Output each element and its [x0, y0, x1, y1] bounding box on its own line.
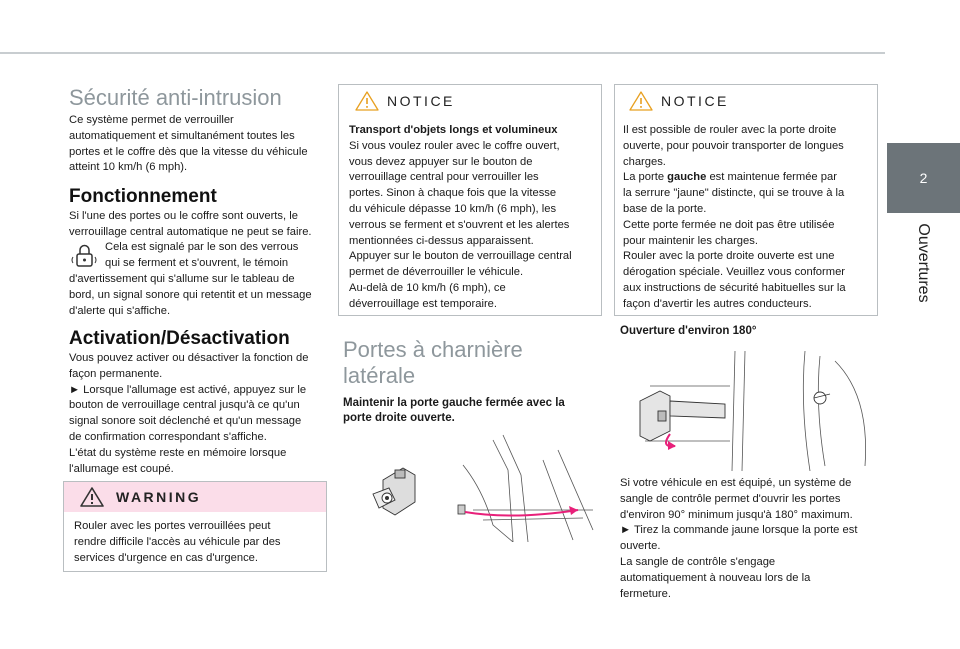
heading-fonctionnement: Fonctionnement	[69, 186, 217, 207]
text-line: rendre difficile l'accès au véhicule par des	[74, 535, 281, 548]
text-line: Si vous voulez rouler avec le coffre ouvert,	[349, 139, 560, 152]
section-title-portes	[343, 337, 523, 389]
text-line: signal sonore soit déclenché et qu'un message	[69, 415, 302, 428]
section-title-anti-intrusion: Sécurité anti-intrusion	[69, 85, 282, 110]
title-line: latérale	[343, 363, 416, 388]
ouverture-paragraph	[620, 476, 882, 602]
text-line: Cela est signalé par le son des verrous	[105, 241, 299, 253]
notice-triangle-icon	[629, 91, 653, 116]
fonctionnement-continued	[69, 272, 334, 319]
text-line	[623, 170, 869, 186]
portes-subheading	[343, 396, 603, 426]
text-line: services d'urgence en cas d'urgence.	[74, 551, 258, 564]
text-line: façon d'avertir les autres conducteurs.	[623, 297, 812, 310]
text-line: d'environ 90° minimum jusqu'à 180° maximum.	[620, 508, 853, 521]
text-line: bord, un signal sonore qui retentit et un message	[69, 288, 312, 301]
text-line: porte droite ouverte.	[343, 412, 455, 424]
text-line: permet de déverrouiller le véhicule.	[349, 266, 524, 279]
text-line: fermeture.	[620, 587, 671, 600]
text-line: façon permanente.	[69, 367, 163, 380]
text-line: atteint 10 km/h (6 mph).	[69, 161, 188, 174]
notice-header	[615, 85, 877, 115]
text-line: bouton de verrouillage central jusqu'à ce qu'un	[69, 399, 300, 412]
chapter-label: Ouvertures	[915, 223, 932, 303]
text-line: du véhicule dépasse 10 km/h (6 mph), les	[349, 202, 557, 215]
notice-box-porte-droite	[614, 84, 878, 316]
emphasis-gauche: gauche	[667, 171, 707, 184]
text-line: de confirmation correspondant s'affiche.	[69, 430, 267, 443]
text-line: l'allumage est coupé.	[69, 462, 174, 475]
ouverture-heading: Ouverture d'environ 180°	[620, 325, 757, 337]
text-line: d'alerte qui s'affiche.	[69, 304, 171, 317]
text-line: Au-delà de 10 km/h (6 mph), ce	[349, 281, 506, 294]
warning-header	[64, 482, 326, 512]
text-line: qui se ferment et s'ouvrent, le témoin	[105, 256, 289, 269]
text-line: aux instructions de sécurité habituelles sur la	[623, 281, 846, 294]
text-span: est maintenue fermée par	[706, 171, 837, 184]
text-line: Si votre véhicule en est équipé, un système de	[620, 477, 852, 489]
text-line: verrouillage central automatique ne peut se faire.	[69, 225, 312, 238]
notice-title: NOTICE	[661, 93, 729, 109]
notice-heading: Transport d'objets longs et volumineux	[349, 124, 558, 136]
text-line: automatiquement à nouveau lors de la	[620, 571, 811, 584]
heading-activation: Activation/Désactivation	[69, 328, 290, 349]
notice-title: NOTICE	[387, 93, 455, 109]
warning-triangle-icon	[80, 487, 104, 512]
warning-box	[63, 481, 327, 572]
notice-triangle-icon	[355, 91, 379, 116]
text-line: d'avertissement qui s'allume sur le tableau de	[69, 273, 295, 285]
door-latch-illustration	[343, 430, 600, 542]
text-line: Vous pouvez activer ou désactiver la fonction de	[69, 352, 309, 364]
text-line: ► Tirez la commande jaune lorsque la porte est	[620, 524, 858, 537]
text-line: la serrure "jaune" distincte, qui se trouve à la	[623, 187, 845, 200]
header-rule	[0, 52, 885, 54]
text-line: ► Lorsque l'allumage est activé, appuyez sur le	[69, 383, 307, 396]
text-line: verrous se ferment et s'ouvrent et les alertes	[349, 218, 570, 231]
notice-text	[623, 123, 869, 313]
text-line: sangle de contrôle permet d'ouvrir les portes	[620, 492, 841, 505]
text-line: Si l'une des portes ou le coffre sont ouverts, le	[69, 210, 298, 222]
text-line: Ce système permet de verrouiller	[69, 114, 234, 126]
text-line: Rouler avec les portes verrouillées peut	[74, 520, 271, 532]
text-line: portes. Sinon à chaque fois que la vitesse	[349, 187, 557, 200]
text-line: Il est possible de rouler avec la porte droite	[623, 124, 837, 136]
text-line: verrouillage central pour verrouiller les	[349, 171, 539, 184]
activation-paragraph	[69, 351, 334, 477]
text-span: La porte	[623, 171, 668, 184]
warning-title: WARNING	[116, 489, 202, 505]
text-line: ouverte, pour pouvoir transporter de longues	[623, 139, 844, 152]
text-line: automatiquement et simultanément toutes les	[69, 129, 295, 142]
title-line: Portes à charnière	[343, 337, 523, 362]
door-hinge-illustration	[620, 346, 875, 471]
notice-text	[349, 123, 593, 313]
intro-paragraph	[69, 113, 331, 176]
text-line: vous devez appuyer sur le bouton de	[349, 155, 533, 168]
chapter-label-wrap	[887, 213, 960, 313]
fonctionnement-indented	[105, 240, 335, 272]
text-line: Rouler avec la porte droite ouverte est une	[623, 250, 835, 263]
chapter-number-tab[interactable]: 2	[887, 143, 960, 213]
text-line: ouverte.	[620, 540, 661, 553]
text-line: Appuyer sur le bouton de verrouillage central	[349, 250, 572, 263]
notice-box-transport	[338, 84, 602, 316]
text-line: mentionnées ci-dessus apparaissent.	[349, 234, 534, 247]
text-line: dérogation spéciale. Veuillez vous conformer	[623, 266, 846, 279]
text-line: Maintenir la porte gauche fermée avec la	[343, 397, 565, 409]
text-line: portes et le coffre dès que la vitesse du véhicule	[69, 145, 308, 158]
text-line: L'état du système reste en mémoire lorsque	[69, 446, 287, 459]
fonctionnement-paragraph	[69, 209, 331, 241]
text-line: déverrouillage est temporaire.	[349, 297, 497, 310]
notice-header	[339, 85, 601, 115]
text-line: charges.	[623, 155, 666, 168]
text-line: base de la porte.	[623, 202, 707, 215]
text-line: La sangle de contrôle s'engage	[620, 555, 776, 568]
text-line: Cette porte fermée ne doit pas être utilisée	[623, 218, 835, 231]
text-line: pour maintenir les charges.	[623, 234, 758, 247]
warning-text	[74, 519, 318, 566]
side-tab	[885, 0, 960, 649]
lock-sound-icon	[71, 241, 99, 271]
